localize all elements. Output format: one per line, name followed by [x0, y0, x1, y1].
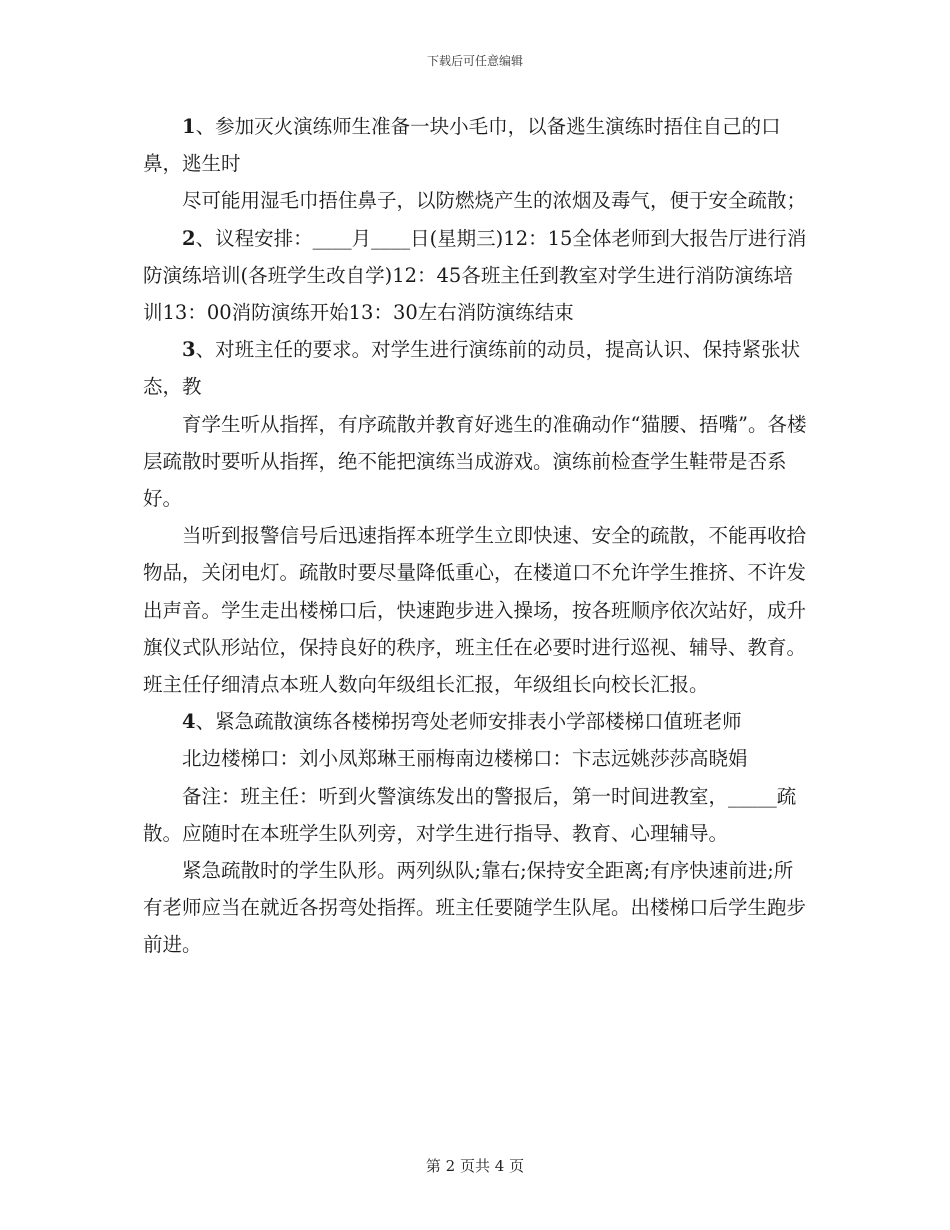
item-number-1: 1 [182, 115, 196, 138]
page-footer: 第 2 页共 4 页 [425, 1157, 525, 1175]
paragraph-3-text: 、议程安排：____月____日(星期三)12：15全体老师到大报告厅进行消防演练培训(各班学生改自学)12：45各班主任到教室对学生进行消防演练培训13：00消防演练开始13：30左右消防演练结束 [143, 226, 807, 325]
item-number-4: 4 [182, 710, 196, 734]
paragraph-8 [143, 740, 808, 777]
paragraph-8-text: 北边楼梯口：刘小凤郑琳王丽梅南边楼梯口：卞志远姚莎莎高晓娟 [182, 747, 748, 771]
paragraph-1-text: 、参加灭火演练师生准备一块小毛巾，以备逃生演练时捂住自己的口鼻，逃生时 [143, 115, 781, 176]
paragraph-9-text: 备注：班主任：听到火警演练发出的警报后，第一时间进教室，_____疏散。应随时在本班学生队列旁，对学生进行指导、教育、心理辅导。 [143, 784, 797, 845]
paragraph-6-text: 当听到报警信号后迅速指挥本班学生立即快速、安全的疏散，不能再收拾物品，关闭电灯。疏散时要尽量降低重心，在楼道口不允许学生推挤、不许发出声音。学生走出楼梯口后，快速跑步进入操场，按各班顺序依次站好，成升旗仪式队形站位，保持良好的秩序，班主任在必要时进行巡视、辅导、教育。班主任仔细清点本班人数向年级组长汇报，年级组长向校长汇报。 [143, 524, 807, 697]
paragraph-3 [143, 220, 808, 332]
paragraph-9 [143, 778, 808, 852]
paragraph-1 [143, 108, 808, 182]
paragraph-5-text: 育学生听从指挥，有序疏散并教育好逃生的准确动作“猫腰、捂嘴”。各楼层疏散时要听从指挥，绝不能把演练当成游戏。演练前检查学生鞋带是否系好。 [143, 412, 807, 511]
paragraph-5 [143, 406, 808, 518]
paragraph-10-text: 紧急疏散时的学生队形。两列纵队;靠右;保持安全距离;有序快速前进;所有老师应当在就近各拐弯处指挥。班主任要随学生队尾。出楼梯口后学生跑步前进。 [143, 859, 807, 957]
paragraph-7-text: 、紧急疏散演练各楼梯拐弯处老师安排表小学部楼梯口值班老师 [195, 710, 742, 734]
item-number-3: 3 [182, 338, 196, 362]
document-body [143, 108, 808, 964]
page-header: 下载后可任意编辑 [426, 54, 523, 68]
paragraph-4-text: 、对班主任的要求。对学生进行演练前的动员，提高认识、保持紧张状态，教 [143, 338, 801, 399]
item-number-2: 2 [182, 226, 196, 250]
paragraph-10 [143, 852, 808, 964]
paragraph-4 [143, 331, 808, 405]
paragraph-7 [143, 703, 808, 740]
paragraph-2-text: 尽可能用湿毛巾捂住鼻子，以防燃烧产生的浓烟及毒气，便于安全疏散； [182, 189, 807, 213]
paragraph-2 [143, 182, 808, 219]
paragraph-6 [143, 517, 808, 703]
